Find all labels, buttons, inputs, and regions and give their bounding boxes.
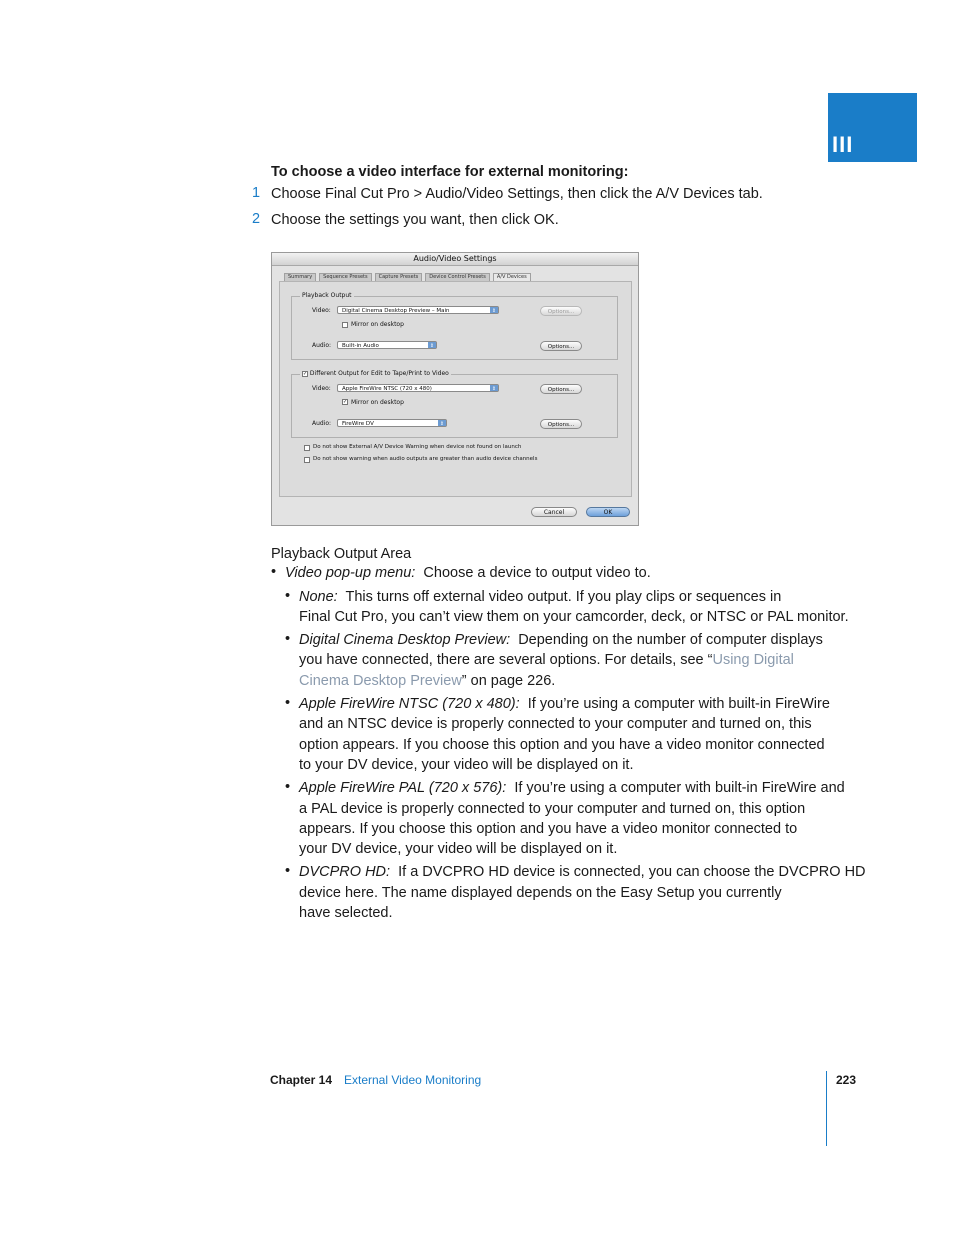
- list-item: [299, 778, 845, 799]
- list-item: [299, 862, 866, 883]
- list-item-cont: [299, 650, 794, 671]
- procedure-heading: To choose a video interface for external monitoring:: [271, 164, 629, 180]
- cross-ref-link[interactable]: Using Digital: [712, 652, 794, 668]
- part-number: III: [832, 132, 854, 157]
- warn2-label: Do not show warning when audio outputs are greater than audio device channels: [313, 456, 538, 462]
- list-item: [299, 630, 823, 651]
- group-label: [300, 370, 451, 377]
- section-title: Playback Output Area: [271, 546, 412, 562]
- bullet-icon: •: [285, 631, 291, 647]
- term: Apple FireWire NTSC (720 x 480):: [299, 696, 520, 712]
- popup-arrows-icon: ⇕: [439, 421, 445, 427]
- mirror-checkbox[interactable]: [342, 322, 348, 328]
- edit-video-popup-value: Apple FireWire NTSC (720 x 480): [342, 386, 432, 392]
- edit-mirror-checkbox[interactable]: ✓: [343, 399, 348, 405]
- audio-popup[interactable]: [337, 341, 437, 349]
- step-number: 2: [252, 211, 261, 227]
- popup-arrows-icon: ⇕: [491, 308, 497, 314]
- page-number: 223: [836, 1073, 857, 1087]
- edit-output-checkbox[interactable]: ✓: [303, 370, 308, 377]
- video-popup[interactable]: [337, 306, 499, 314]
- list-item: [299, 587, 781, 608]
- edit-video-options-button[interactable]: Options...: [540, 384, 582, 394]
- term: Apple FireWire PAL (720 x 576):: [299, 780, 507, 796]
- video-options-button[interactable]: Options...: [540, 306, 582, 316]
- audio-options-button[interactable]: Options...: [540, 341, 582, 351]
- tab-capture-presets[interactable]: Capture Presets: [375, 273, 423, 281]
- bullet-icon: •: [285, 695, 291, 711]
- dialog-tabs: [284, 273, 531, 281]
- list-item: [285, 563, 651, 584]
- edit-output-label: Different Output for Edit to Tape/Print to Video: [309, 370, 449, 377]
- video-popup-value: Digital Cinema Desktop Preview – Main: [342, 308, 450, 314]
- list-item-cont: and an NTSC device is properly connected to your computer and turned on, this: [299, 716, 812, 732]
- term-desc: If you’re using a computer with built-in FireWire and: [514, 780, 845, 796]
- list-item-cont: Final Cut Pro, you can’t view them on your camcorder, deck, or NTSC or PAL monitor.: [299, 609, 849, 625]
- tab-device-control-presets[interactable]: Device Control Presets: [425, 273, 490, 281]
- term-desc: Choose a device to output video to.: [423, 565, 651, 581]
- text: ” on page 226.: [461, 673, 556, 689]
- text: you have connected, there are several options. For details, see “: [299, 652, 713, 668]
- term: Digital Cinema Desktop Preview:: [299, 632, 511, 648]
- group-label: Playback Output: [302, 292, 352, 299]
- list-item: [299, 694, 830, 715]
- term: DVCPRO HD:: [299, 864, 391, 880]
- list-item-cont: have selected.: [299, 905, 393, 921]
- audio-label: Audio:: [312, 342, 332, 349]
- audio-label: Audio:: [312, 420, 332, 427]
- tab-panel: [279, 281, 632, 497]
- footer-chapter-title[interactable]: External Video Monitoring: [344, 1073, 482, 1087]
- footer-chapter: Chapter 14: [270, 1073, 333, 1087]
- step-text: Choose the settings you want, then click OK.: [271, 212, 559, 228]
- av-settings-dialog: [271, 252, 639, 526]
- term: None:: [299, 589, 338, 605]
- bullet-icon: •: [285, 779, 291, 795]
- part-marker: [828, 93, 917, 162]
- edit-audio-popup-value: FireWire DV: [342, 421, 374, 427]
- list-item-cont: device here. The name displayed depends on the Easy Setup you currently: [299, 885, 782, 901]
- warn2-checkbox[interactable]: [304, 457, 310, 463]
- list-item-cont: [299, 671, 555, 692]
- ok-button[interactable]: OK: [586, 507, 630, 517]
- bullet-icon: •: [271, 564, 277, 580]
- video-label: Video:: [312, 307, 331, 314]
- tab-av-devices[interactable]: A/V Devices: [493, 273, 531, 281]
- footer-divider: [826, 1071, 827, 1146]
- term-desc: Depending on the number of computer displays: [518, 632, 823, 648]
- edit-audio-options-button[interactable]: Options...: [540, 419, 582, 429]
- popup-arrows-icon: ⇕: [429, 343, 435, 349]
- list-item-cont: your DV device, your video will be displayed on it.: [299, 841, 618, 857]
- dialog-title: Audio/Video Settings: [272, 253, 638, 266]
- popup-arrows-icon: ⇕: [491, 386, 497, 392]
- cancel-button[interactable]: Cancel: [531, 507, 577, 517]
- step-text: Choose Final Cut Pro > Audio/Video Settings, then click the A/V Devices tab.: [271, 186, 763, 202]
- mirror-label: Mirror on desktop: [351, 321, 404, 328]
- warn1-label: Do not show External A/V Device Warning when device not found on launch: [313, 444, 522, 450]
- term: Video pop-up menu:: [285, 565, 416, 581]
- playback-output-group: [291, 292, 618, 360]
- audio-popup-value: Built-in Audio: [342, 343, 379, 349]
- term-desc: If you’re using a computer with built-in FireWire: [527, 696, 830, 712]
- list-item-cont: appears. If you choose this option and you have a video monitor connected to: [299, 821, 798, 837]
- list-item-cont: to your DV device, your video will be displayed on it.: [299, 757, 634, 773]
- edit-mirror-label: Mirror on desktop: [351, 399, 404, 406]
- edit-to-tape-group: [291, 370, 618, 438]
- bullet-icon: •: [285, 863, 291, 879]
- cross-ref-link[interactable]: Cinema Desktop Preview: [299, 673, 462, 689]
- tab-sequence-presets[interactable]: Sequence Presets: [319, 273, 371, 281]
- warn1-checkbox[interactable]: [304, 445, 310, 451]
- video-label: Video:: [312, 385, 331, 392]
- term-desc: This turns off external video output. If you play clips or sequences in: [345, 589, 782, 605]
- term-desc: If a DVCPRO HD device is connected, you can choose the DVCPRO HD: [398, 864, 866, 880]
- tab-summary[interactable]: Summary: [284, 273, 316, 281]
- list-item-cont: a PAL device is properly connected to your computer and turned on, this option: [299, 801, 806, 817]
- list-item-cont: option appears. If you choose this option and you have a video monitor connected: [299, 737, 825, 753]
- edit-video-popup[interactable]: [337, 384, 499, 392]
- step-number: 1: [252, 185, 261, 201]
- edit-audio-popup[interactable]: [337, 419, 447, 427]
- bullet-icon: •: [285, 588, 291, 604]
